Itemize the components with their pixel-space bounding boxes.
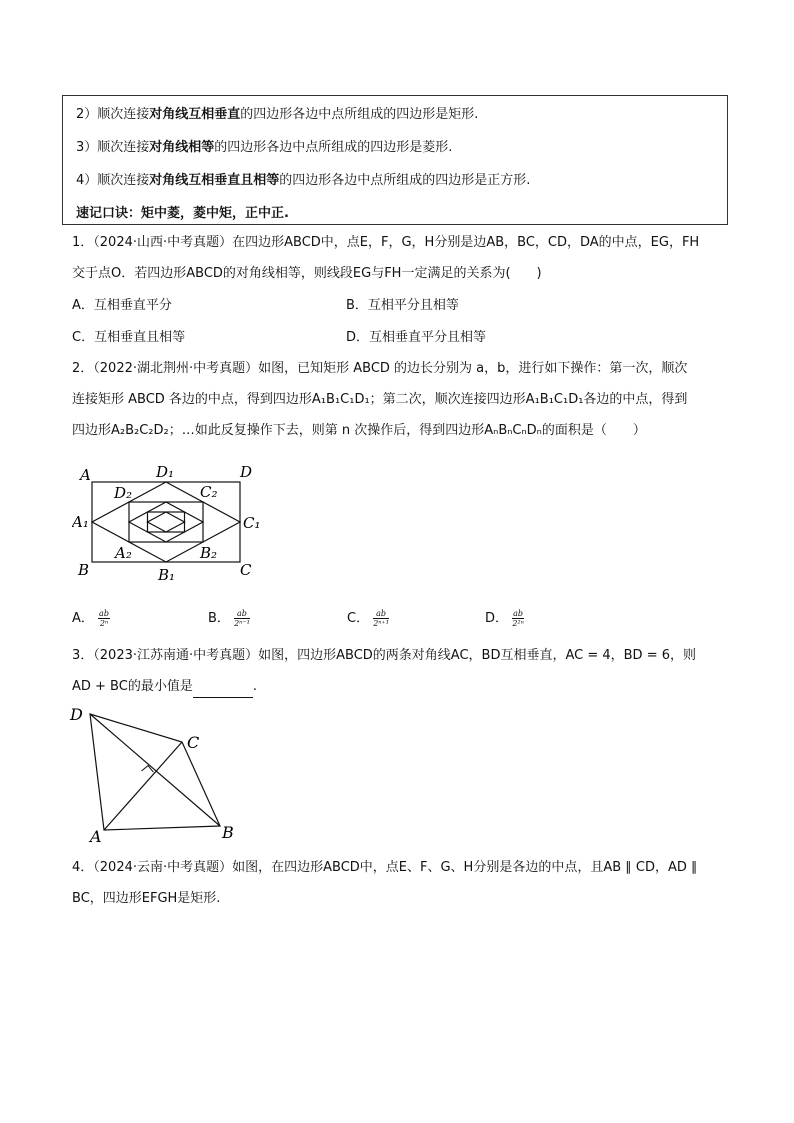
fig3-label-d: D [70, 705, 83, 724]
question-3 [72, 645, 728, 707]
q2-option-b[interactable]: B． $\frac{ab}{\text{2ⁿ⁻¹}}$ [208, 609, 250, 628]
fig2-label-d2: D₂ [114, 484, 133, 502]
fig2-label-c2: C₂ [200, 483, 218, 501]
q2-option-b-fraction: $\frac{ab}{\text{2ⁿ⁻¹}}$ [234, 609, 250, 628]
q2-option-a-fraction: $\frac{ab}{\text{2ⁿ}}$ [99, 609, 109, 628]
question-4 [72, 857, 728, 919]
fig3-label-a: A [90, 827, 102, 845]
fig2-label-b2: B₂ [200, 544, 218, 562]
summary-line-3: 3）顺次连接对角线相等的四边形各边中点所组成的四边形是菱形. [76, 140, 453, 155]
fig2-label-a: A [80, 466, 91, 484]
summary-line-2: 2）顺次连接对角线互相垂直的四边形各边中点所组成的四边形是矩形. [76, 107, 479, 122]
q2-line-3: 四边形A₂B₂C₂D₂；…如此反复操作下去，则第 n 次操作后，得到四边形AₙBₙCₙDₙ的面积是（ ） [72, 423, 646, 438]
summary-box [62, 95, 728, 225]
fig2-label-c: C [240, 561, 252, 579]
fig2-label-a1: A₁ [72, 513, 89, 531]
fig2-label-b1: B₁ [158, 566, 176, 584]
mnemonic: 速记口诀：矩中菱，菱中矩，正中正. [76, 206, 289, 221]
fig3-label-b: B [222, 823, 234, 842]
q2-line-2: 连接矩形 ABCD 各边的中点，得到四边形A₁B₁C₁D₁；第二次，顺次连接四边形A₁B₁C₁D₁各边的中点，得到 [72, 392, 688, 407]
q3-figure [62, 700, 252, 845]
question-2 [72, 358, 728, 451]
fig2-label-a2: A₂ [115, 544, 132, 562]
q3-line-1: 3．（2023·江苏南通·中考真题）如图，四边形ABCD的两条对角线AC，BD互相垂直，AC = 4，BD = 6，则 [72, 648, 696, 663]
fig2-label-d1: D₁ [156, 463, 175, 481]
summary-line-4: 4）顺次连接对角线互相垂直且相等的四边形各边中点所组成的四边形是正方形. [76, 173, 531, 188]
q1-option-a[interactable]: A．互相垂直平分 [72, 298, 172, 313]
q2-figure [72, 460, 272, 585]
q1-line-1: 1．（2024·山西·中考真题）在四边形ABCD中，点E，F，G，H分别是边AB，BC，CD，DA的中点，EG，FH [72, 235, 700, 250]
q1-option-d[interactable]: D．互相垂直平分且相等 [346, 330, 487, 345]
answer-blank[interactable] [193, 683, 253, 698]
q2-option-d[interactable]: D． $\frac{ab}{\text{2²ⁿ}}$ [485, 609, 524, 628]
q2-option-c-fraction: $\frac{ab}{\text{2ⁿ⁺¹}}$ [373, 609, 389, 628]
fig2-label-d: D [240, 463, 253, 481]
q1-option-c[interactable]: C．互相垂直且相等 [72, 330, 186, 345]
q3-line-2: AD + BC的最小值是 . [72, 676, 728, 707]
q2-option-c[interactable]: C． $\frac{ab}{\text{2ⁿ⁺¹}}$ [347, 609, 389, 628]
q2-option-a[interactable]: A． $\frac{ab}{\text{2ⁿ}}$ [72, 609, 109, 628]
q4-line-2: BC，四边形EFGH是矩形. [72, 891, 221, 906]
q1-line-2: 交于点O．若四边形ABCD的对角线相等，则线段EG与FH一定满足的关系为( ) [72, 266, 542, 281]
q1-option-b[interactable]: B．互相平分且相等 [346, 298, 459, 313]
question-1 [72, 232, 728, 294]
fig2-label-b: B [78, 561, 90, 579]
q2-line-1: 2．（2022·湖北荆州·中考真题）如图，已知矩形 ABCD 的边长分别为 a，b，进行如下操作：第一次，顺次 [72, 361, 688, 376]
fig3-label-c: C [187, 733, 200, 752]
q4-line-1: 4．（2024·云南·中考真题）如图，在四边形ABCD中，点E、F、G、H分别是各边的中点，且AB ∥ CD，AD ∥ [72, 860, 698, 875]
q2-option-d-fraction: $\frac{ab}{\text{2²ⁿ}}$ [512, 609, 524, 628]
fig2-label-c1: C₁ [243, 514, 261, 532]
